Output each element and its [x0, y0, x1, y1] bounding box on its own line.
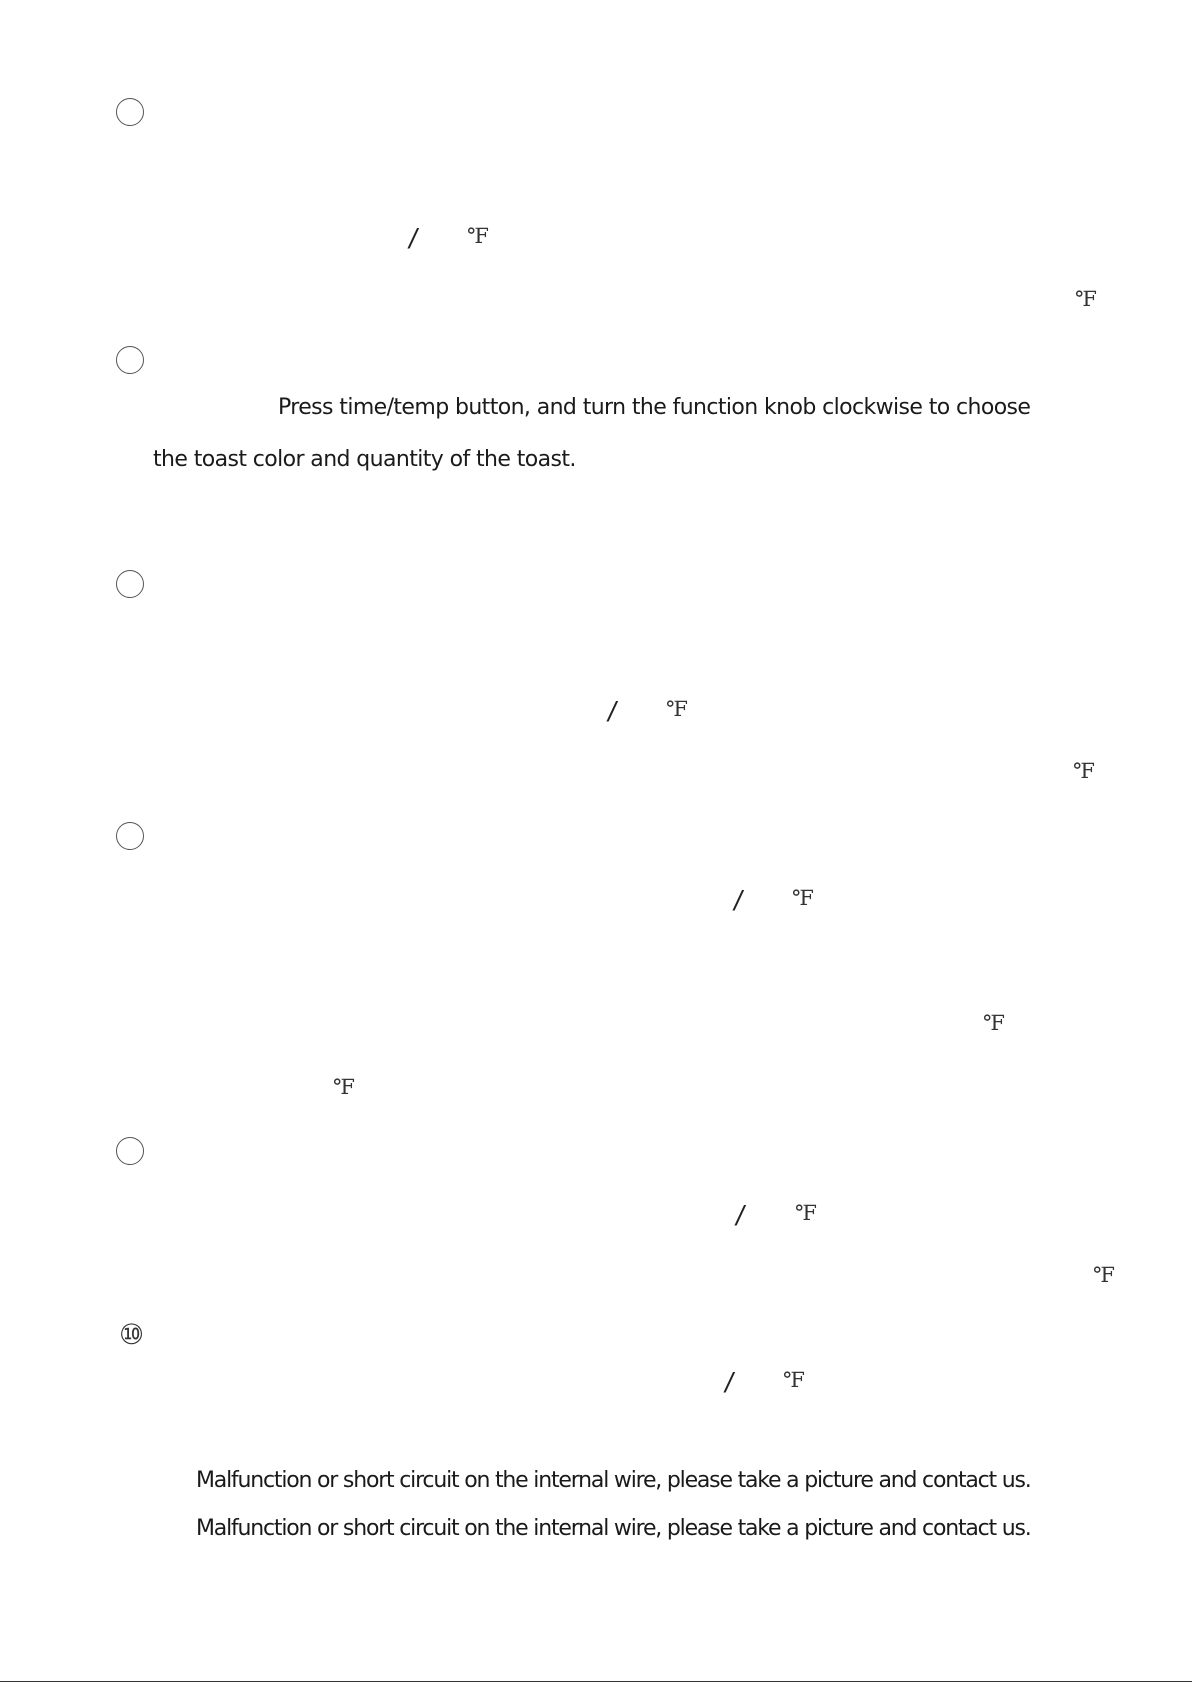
malfunction-note: Malfunction or short circuit on the internal wire, please take a picture and contact us.	[196, 1468, 1031, 1493]
slash-symbol: /	[409, 223, 417, 254]
step-marker-circle-1	[116, 98, 144, 126]
fahrenheit-symbol: ℉	[792, 886, 814, 910]
slash-symbol: /	[734, 885, 742, 916]
fahrenheit-symbol: ℉	[1075, 287, 1097, 311]
slash-symbol: /	[725, 1367, 733, 1398]
toast-instruction-line-2: the toast color and quantity of the toast.	[153, 447, 576, 472]
slash-symbol: /	[608, 696, 616, 727]
fahrenheit-symbol: ℉	[1073, 759, 1095, 783]
fahrenheit-symbol: ℉	[333, 1075, 355, 1099]
toast-instruction-line-1: Press time/temp button, and turn the function knob clockwise to choose	[278, 395, 1031, 420]
footer-divider	[0, 1681, 1192, 1682]
step-marker-10: ⑩	[118, 1318, 144, 1351]
fahrenheit-symbol: ℉	[783, 1368, 805, 1392]
fahrenheit-symbol: ℉	[666, 697, 688, 721]
malfunction-note: Malfunction or short circuit on the internal wire, please take a picture and contact us.	[196, 1516, 1031, 1541]
step-marker-circle-4	[116, 822, 144, 850]
step-marker-circle-3	[116, 570, 144, 598]
fahrenheit-symbol: ℉	[467, 224, 489, 248]
slash-symbol: /	[736, 1200, 744, 1231]
fahrenheit-symbol: ℉	[983, 1011, 1005, 1035]
step-marker-circle-2	[116, 346, 144, 374]
step-marker-circle-5	[116, 1137, 144, 1165]
fahrenheit-symbol: ℉	[795, 1201, 817, 1225]
fahrenheit-symbol: ℉	[1093, 1263, 1115, 1287]
